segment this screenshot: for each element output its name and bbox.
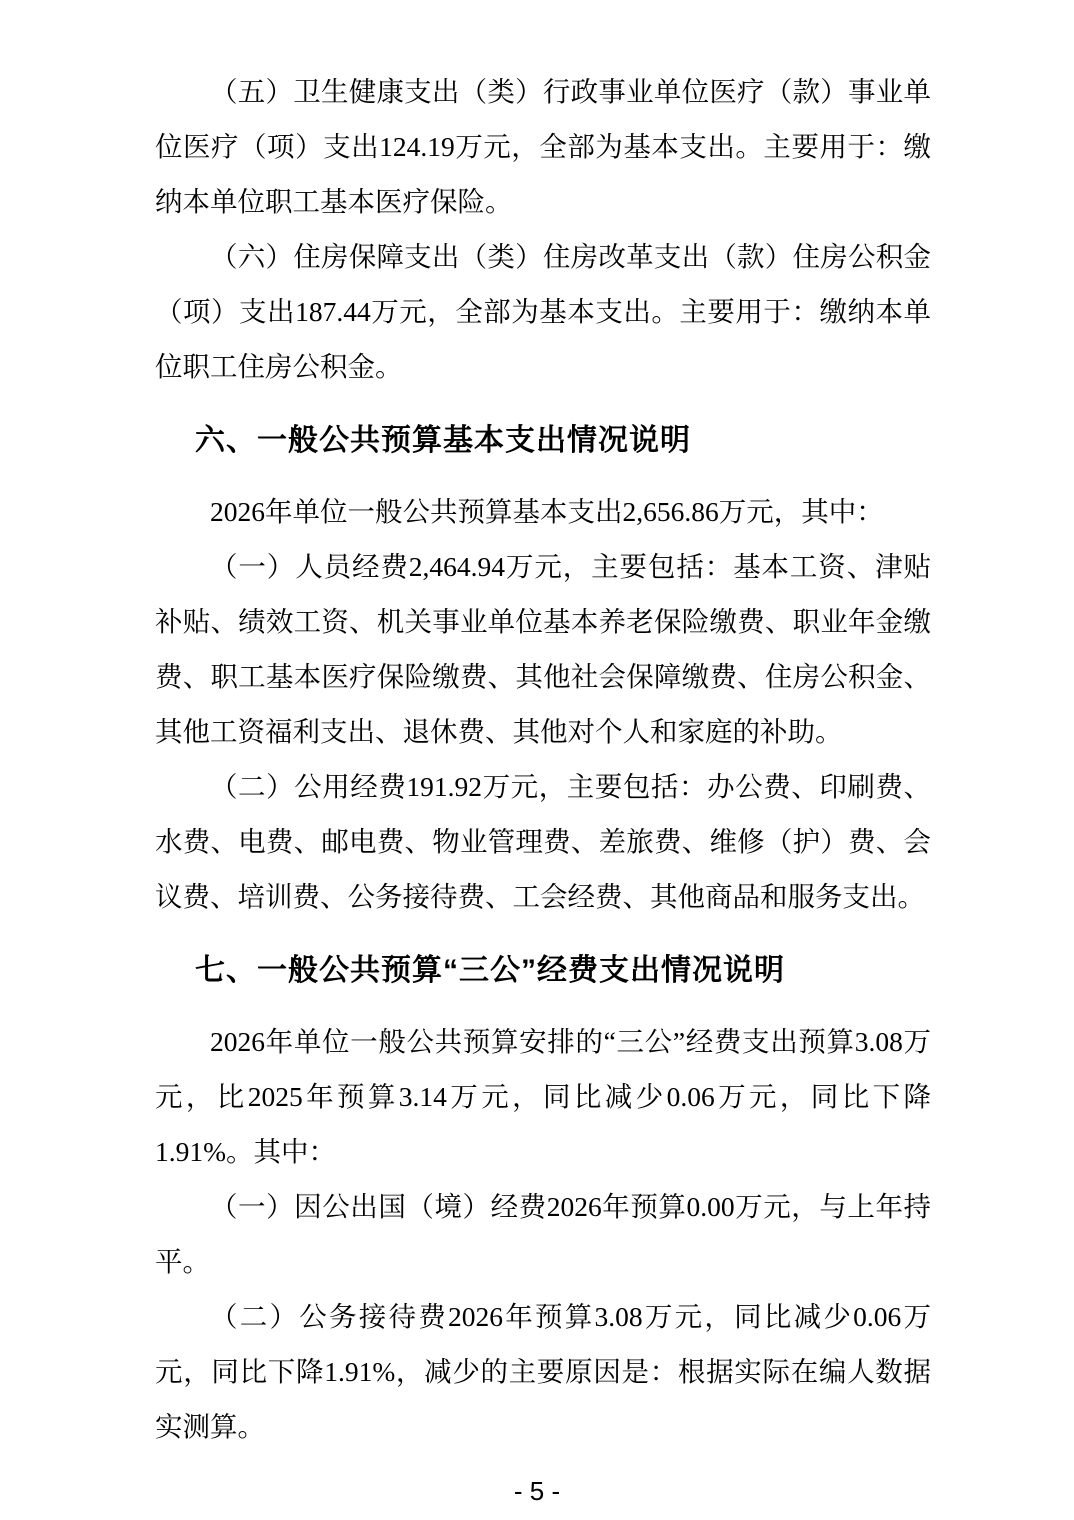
section-heading: 六、一般公共预算基本支出情况说明 (195, 424, 691, 457)
paragraph: 2026年单位一般公共预算基本支出2,656.86万元，其中： (210, 496, 884, 527)
paragraph: （二）公用经费191.92万元，主要包括：办公费、印刷费、水费、电费、邮电费、物业管理费、差旅费、维修（护）费、会议费、培训费、公务接待费、工会经费、其他商品和服务支出。 (155, 771, 931, 912)
paragraph: （六）住房保障支出（类）住房改革支出（款）住房公积金（项）支出187.44万元，全部为基本支出。主要用于：缴纳本单位职工住房公积金。 (155, 241, 931, 382)
paragraph: （一）人员经费2,464.94万元，主要包括：基本工资、津贴补贴、绩效工资、机关事业单位基本养老保险缴费、职业年金缴费、职工基本医疗保险缴费、其他社会保障缴费、住房公积金、其他工资福利支出、退休费、其他对个人和家庭的补助。 (155, 551, 931, 747)
paragraph: 2026年单位一般公共预算安排的“三公”经费支出预算3.08万元，比2025年预算3.14万元，同比减少0.06万元，同比下降1.91%。其中： (155, 1026, 931, 1167)
document-body (155, 64, 931, 1454)
page-number: - 5 - (513, 1476, 561, 1506)
paragraph: （一）因公出国（境）经费2026年预算0.00万元，与上年持平。 (155, 1191, 931, 1277)
paragraph: （二）公务接待费2026年预算3.08万元，同比减少0.06万元，同比下降1.91%，减少的主要原因是：根据实际在编人数据实测算。 (155, 1301, 931, 1442)
section-heading: 七、一般公共预算“三公”经费支出情况说明 (195, 954, 785, 987)
paragraph: （五）卫生健康支出（类）行政事业单位医疗（款）事业单位医疗（项）支出124.19万元，全部为基本支出。主要用于：缴纳本单位职工基本医疗保险。 (155, 76, 931, 217)
